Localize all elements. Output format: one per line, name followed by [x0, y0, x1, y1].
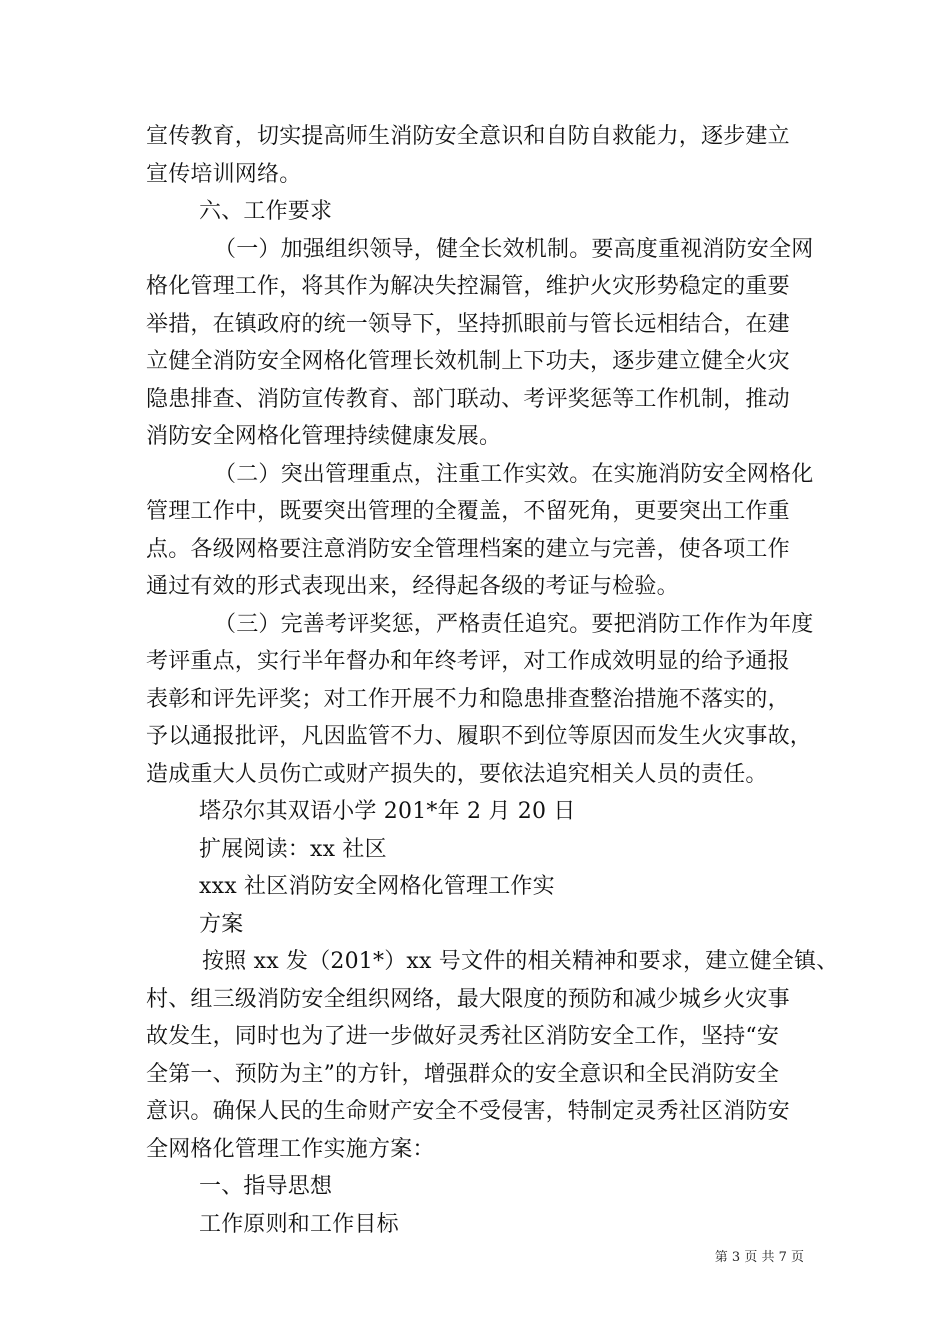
text-line: 全第一、预防为主”的方针，增强群众的安全意识和全民消防安全	[146, 1061, 780, 1087]
text-line: 宣传培训网络。	[146, 161, 302, 187]
text-line: 一、指导思想	[199, 1174, 333, 1199]
text-line: 工作原则和工作目标	[199, 1211, 399, 1237]
text-line: （二）突出管理重点，注重工作实效。在实施消防安全网格化	[214, 461, 814, 487]
text-line: 造成重大人员伤亡或财产损失的，要依法追究相关人员的责任。	[146, 761, 768, 787]
text-line: 消防安全网格化管理持续健康发展。	[146, 424, 502, 449]
text-line: （三）完善考评奖惩，严格责任追究。要把消防工作作为年度	[214, 611, 814, 637]
text-line: 表彰和评先评奖；对工作开展不力和隐患排查整治措施不落实的，	[146, 686, 790, 712]
text-line: xxx 社区消防安全网格化管理工作实	[199, 874, 555, 899]
text-line: 村、组三级消防安全组织网络，最大限度的预防和减少城乡火灾事	[146, 986, 790, 1012]
text-line: 格化管理工作，将其作为解决失控漏管，维护火灾形势稳定的重要	[146, 274, 790, 299]
text-line: 管理工作中，既要突出管理的全覆盖，不留死角，更要突出工作重	[146, 499, 790, 524]
text-line: 方案	[199, 911, 244, 937]
text-line: 考评重点，实行半年督办和年终考评，对工作成效明显的给予通报	[146, 649, 790, 674]
text-line: 宣传教育，切实提高师生消防安全意识和自防自救能力，逐步建立	[146, 124, 790, 149]
text-line: 立健全消防安全网格化管理长效机制上下功夫，逐步建立健全火灾	[146, 349, 790, 374]
text-line: 扩展阅读：xx 社区	[199, 836, 387, 862]
page-number: 第 3 页 共 7 页	[714, 1250, 804, 1265]
document-body	[146, 118, 839, 1243]
text-line: 按照 xx 发（201*）xx 号文件的相关精神和要求，建立健全镇、	[202, 949, 839, 974]
text-line: 通过有效的形式表现出来，经得起各级的考证与检验。	[146, 574, 679, 599]
text-line: （一）加强组织领导，健全长效机制。要高度重视消防安全网	[214, 236, 814, 262]
text-line: 意识。确保人民的生命财产安全不受侵害，特制定灵秀社区消防安	[146, 1099, 790, 1124]
text-line: 点。各级网格要注意消防安全管理档案的建立与完善，使各项工作	[146, 536, 790, 562]
text-line: 全网格化管理工作实施方案：	[146, 1136, 435, 1162]
text-line: 举措，在镇政府的统一领导下，坚持抓眼前与管长远相结合，在建	[146, 311, 790, 337]
text-line: 隐患排查、消防宣传教育、部门联动、考评奖惩等工作机制，推动	[146, 386, 790, 412]
text-line: 六、工作要求	[199, 199, 333, 224]
text-line: 予以通报批评，凡因监管不力、履职不到位等原因而发生火灾事故，	[146, 724, 813, 749]
text-line: 故发生，同时也为了进一步做好灵秀社区消防安全工作，坚持“安	[146, 1024, 780, 1049]
text-line: 塔尕尔其双语小学 201*年 2 月 20 日	[199, 799, 576, 824]
